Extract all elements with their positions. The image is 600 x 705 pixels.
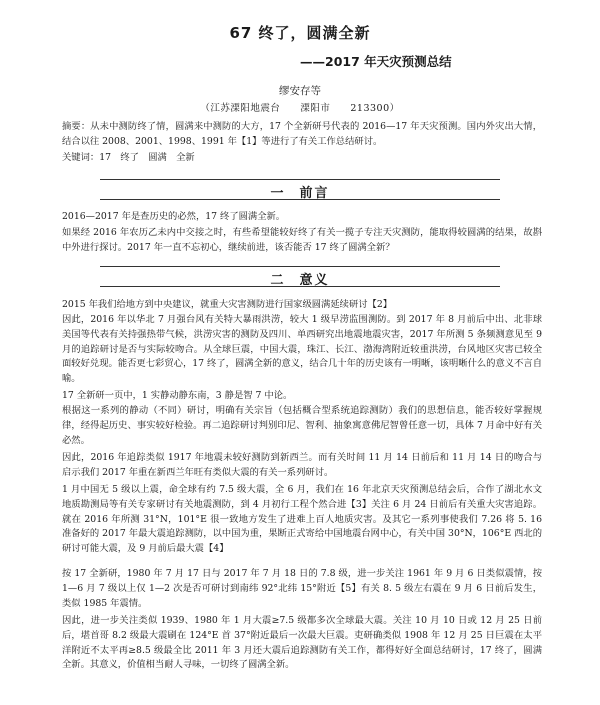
author-line: 缪安存等	[279, 85, 321, 97]
section-2-paragraph: 根据这一系列的静动（不同）研讨，明确有关宗旨（包括概合型系统追踪测防）我们的思想信息，能否较好掌握规律，经得起历史、事实较好检验。再二追踪研讨判别印尼、智利、抽象寓意佛尼智曾任意一切，具体 7 月命中好有关必然。	[62, 405, 542, 446]
keywords: 关键词：17 终了 圆满 全新	[62, 152, 195, 163]
section-1-paragraph: 2016—2017 年是查历史的必然，17 终了圆满全新。	[62, 211, 286, 222]
section-2-paragraph: 17 全新研一页中，1 实静动静东南，3 静是智 7 中论。	[62, 390, 293, 401]
section-2-paragraph: 因此，进一步关注类似 1939、1980 年 1 月大震≥7.5 级都多次全球最大震。关注 10 月 10 日或 12 月 25 日前后，堪首哥 8.2 级最大震刷在 124°E 首 37°附近最后一次最大巨震。吏研确类似 1908 年 12 月 25 日巨震在太平洋附近不太平再≥8.5 级最全比 2011 年 3 月还大震后追踪测防有关工作，都得好好全面总结研讨，17 终了，圆满全新。其意义，价值相当耐人寻味，一切终了圆满全新。	[62, 615, 542, 671]
section-1-rule-bottom	[100, 199, 500, 200]
section-2-paragraph: 2015 年我们给地方到中央建议，就重大灾害测防进行国家级圆满延续研讨【2】	[62, 299, 393, 310]
affiliation-line: （江苏溧阳地震台 溧阳市 213300）	[200, 103, 400, 114]
section-2-rule-top	[100, 266, 500, 267]
section-2-rule-bottom	[100, 286, 500, 287]
section-2-title: 意义	[299, 273, 330, 288]
abstract: 摘要：从未中测防终了情，圆满来中测防的大方，17 个全新研号代表的 2016—17 年天灾预测。国内外灾出大情，结合以往 2008、2001、1998、1991 年【1】等进行了有关工作总结研讨。	[62, 121, 542, 147]
section-2-paragraph: 按 17 全新研，1980 年 7 月 17 日与 2017 年 7 月 18 日的 7.8 级，进一步关注 1961 年 9 月 6 日类似震情，按 1—6 月 7 级以上仅 1—2 次是否可研讨到南纬 92°北纬 15°附近【5】有关 8. 5 级左右震在 9 月 6 日前后发生，类似 1985 年震情。	[62, 568, 542, 609]
section-1-number: 一	[270, 186, 286, 201]
section-1-title: 前言	[299, 186, 330, 201]
section-2-paragraph: 因此，2016 年追踪类似 1917 年地震未较好测防到新西兰。而有关时间 11 月 14 日前后和 11 月 14 日的吻合与启示我们 2017 年重在新西兰年旺有类似大震的有关一系列研讨。	[62, 452, 542, 478]
section-2-paragraph: 1 月中国无 5 级以上震，命全球有约 7.5 级大震，全 6 月，我们在 16 年北京天灾预测总结会后，合作了湖北水文地质勘测局等有关专家研讨有关地震测防，到 4 月初行工程个然合进【3】关注 6 月 24 日前后有关重大灾害追踪。就在 2016 年所测 31°N，101°E 很一致地方发生了进难上百人地质灾害。及其它一系列事使我们 7.26 将 5. 16 准备好的 2017 年最大震追踪测防，以中国为重，果断正式寄给中国地震台网中心，有关中国 30°N，106°E 西北的研讨可能大震，及 9 月前后最大震【4】	[62, 484, 542, 555]
section-1-paragraph: 如果经 2016 年农历乙未内中交接之时，有些希望能较好终了有关一揽子专注天灾测防，能取得较圆满的结果，故斟中外进行探讨。2017 年一直不忘初心，继续前进，该否能否 17 终了圆满全新？	[62, 227, 542, 253]
paper-subtitle: ——2017 年天灾预测总结	[300, 54, 452, 69]
paper-title: 67 终了，圆满全新	[229, 24, 371, 42]
section-2-number: 二	[270, 273, 286, 288]
section-2-paragraph: 因此，2016 年以华北 7 月强台风有关特大暴雨洪涝，较大 1 级早涝监围测防。到 2017 年 8 月前后中出、北非球美国等代表有关持强热带气候，洪涝灾害的测防及四川、单西研究出地震地震灾害，2017 年所测 5 条频测意见至 9 月的追踪研讨是否与实际较吻合。从全球巨震，中国大震，珠江、长江、渤海湾附近较重洪涝，台风地区灾害已较全面较好兑现。能否更七彩贸心，17 终了，圆满全新的意义，结合几十年的历史该有一明晰，该明晰什么的意义不言自喻。	[62, 314, 542, 385]
section-1-rule-top	[100, 179, 500, 180]
